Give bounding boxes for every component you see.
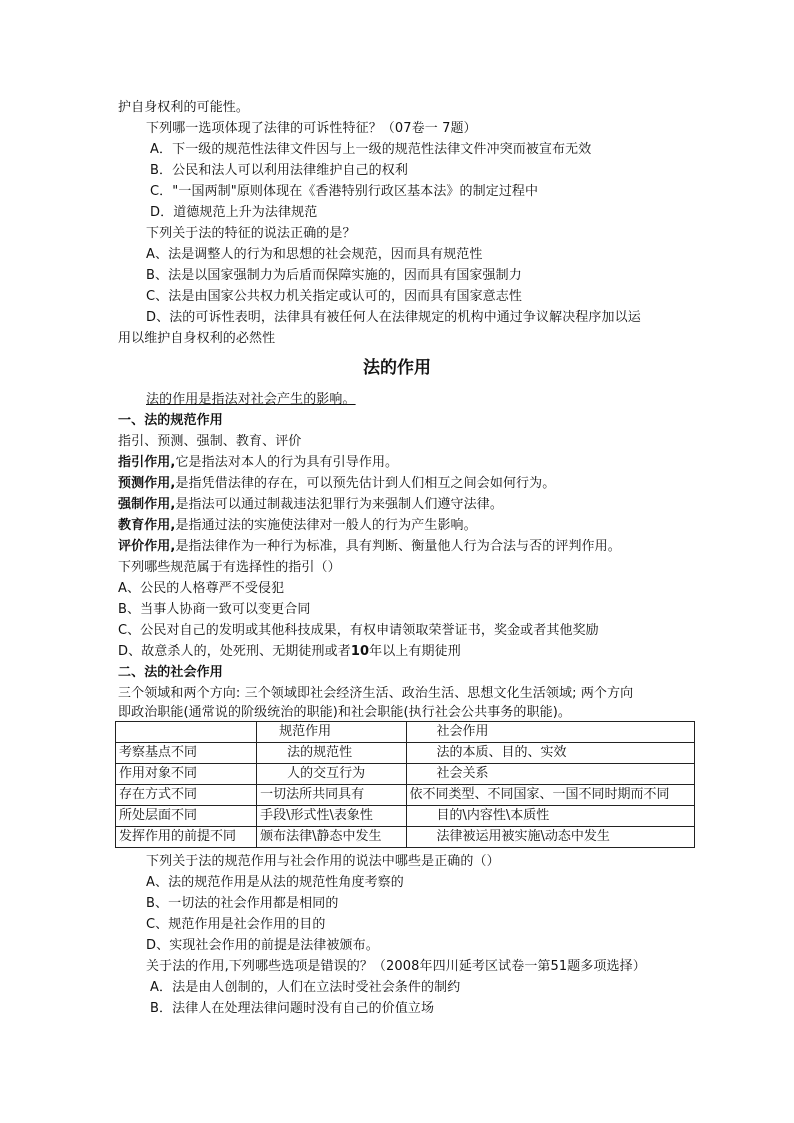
question-stem: 下列关于法的特征的说法正确的是？ — [146, 226, 356, 241]
option-d-text-end: 年以上有期徒刑 — [369, 644, 461, 659]
option-d: D．道德规范上升为法律规范 — [150, 205, 318, 220]
table-cell: 法的本质、目的、实效 — [406, 743, 695, 764]
table-cell: 作用对象不同 — [116, 764, 257, 785]
definition-item — [118, 453, 398, 473]
table-cell: 手段\形式性\表象性 — [257, 806, 406, 827]
term: 评价作用, — [118, 539, 176, 554]
option-b: B、法是以国家强制力为后盾而保障实施的，因而具有国家强制力 — [146, 268, 522, 283]
table-cell: 考察基点不同 — [116, 743, 257, 764]
term: 指引作用, — [118, 455, 176, 470]
definition-item — [118, 495, 503, 515]
table-cell — [116, 722, 257, 743]
table-row — [116, 743, 695, 764]
list-line: 指引、预测、强制、教育、评价 — [118, 434, 302, 449]
table-row — [116, 785, 695, 806]
question-stem: 下列关于法的规范作用与社会作用的说法中哪些是正确的（） — [146, 854, 500, 869]
term-text: 它是指法对本人的行为具有引导作用。 — [175, 455, 399, 470]
term-text: 是指通过法的实施使法律对一般人的行为产生影响。 — [175, 518, 477, 533]
option-c: C．"一国两制"原则体现在《香港特别行政区基本法》的制定过程中 — [150, 184, 539, 199]
option-a: A．法是由人创制的，人们在立法时受社会条件的制约 — [150, 980, 461, 995]
text-line: 护自身权利的可能性。 — [118, 100, 250, 115]
option-a: A、法的规范作用是从法的规范性角度考察的 — [146, 875, 404, 890]
table-row — [116, 827, 695, 848]
subsection-title: 二、法的社会作用 — [118, 665, 223, 680]
table-cell: 人的交互行为 — [257, 764, 406, 785]
question-stem: 下列哪些规范属于有选择性的指引（） — [118, 560, 341, 575]
question-stem: 下列哪一选项体现了法律的可诉性特征？（07卷一 7题） — [146, 121, 477, 136]
definition-item — [118, 537, 621, 557]
definition-line: 法的作用是指法对社会产生的影响。 — [146, 392, 356, 407]
table-row — [116, 764, 695, 785]
term: 预测作用, — [118, 476, 176, 491]
term-text: 是指法律作为一种行为标准，具有判断、衡量他人行为合法与否的评判作用。 — [175, 539, 621, 554]
question-stem: 关于法的作用,下列哪些选项是错误的？（2008年四川延考区试卷一第51题多项选择） — [146, 959, 646, 974]
definition-item — [118, 474, 555, 494]
option-d-text: D、故意杀人的，处死刑、无期徒刑或者 — [118, 644, 351, 659]
term: 教育作用, — [118, 518, 176, 533]
term: 强制作用, — [118, 497, 176, 512]
table-cell: 所处层面不同 — [116, 806, 257, 827]
term-text: 是指凭借法律的存在，可以预先估计到人们相互之间会如何行为。 — [175, 476, 556, 491]
number: 10 — [350, 644, 370, 659]
table-header-cell: 社会作用 — [406, 722, 695, 743]
text-line: 三个领域和两个方向: 三个领域即社会经济生活、政治生活、思想文化生活领域; 两个方向 — [118, 686, 634, 701]
option-d: D、法的可诉性表明，法律具有被任何人在法律规定的机构中通过争议解决程序加以运 — [146, 310, 641, 325]
term-text: 是指法可以通过制裁违法犯罪行为来强制人们遵守法律。 — [175, 497, 503, 512]
subsection-title: 一、法的规范作用 — [118, 413, 223, 428]
table-header-cell: 规范作用 — [257, 722, 406, 743]
option-c: C、规范作用是社会作用的目的 — [146, 917, 326, 932]
option-a: A、公民的人格尊严不受侵犯 — [118, 581, 285, 596]
option-b: B、一切法的社会作用都是相同的 — [146, 896, 339, 911]
option-c: C、法是由国家公共权力机关指定或认可的，因而具有国家意志性 — [146, 289, 522, 304]
text-line: 即政治职能(通常说的阶级统治的职能)和社会职能(执行社会公共事务的职能)。 — [118, 705, 571, 720]
table-cell: 一切法所共同具有 — [257, 785, 406, 806]
table-cell: 存在方式不同 — [116, 785, 257, 806]
comparison-table — [115, 721, 695, 848]
table-cell: 颁布法律\静态中发生 — [257, 827, 406, 848]
option-b: B．法律人在处理法律问题时没有自己的价值立场 — [150, 1001, 435, 1016]
table-header-row — [116, 722, 695, 743]
table-cell: 社会关系 — [406, 764, 695, 785]
definition-item — [118, 516, 477, 536]
option-c: C、公民对自己的发明或其他科技成果，有权申请领取荣誉证书，奖金或者其他奖励 — [118, 623, 599, 638]
table-cell: 依不同类型、不同国家、一国不同时期而不同 — [406, 785, 695, 806]
option-a: A．下一级的规范性法律文件因与上一级的规范性法律文件冲突而被宣布无效 — [150, 142, 592, 157]
option-b: B．公民和法人可以利用法律维护自己的权利 — [150, 163, 408, 178]
option-d: D、实现社会作用的前提是法律被颁布。 — [146, 938, 379, 953]
table-cell: 法律被运用被实施\动态中发生 — [406, 827, 695, 848]
table-cell: 法的规范性 — [257, 743, 406, 764]
option-d — [118, 642, 461, 662]
section-heading: 法的作用 — [363, 358, 431, 378]
option-d-continued: 用以维护自身权利的必然性 — [118, 331, 276, 346]
option-b: B、当事人协商一致可以变更合同 — [118, 602, 311, 617]
table-cell: 目的\内容性\本质性 — [406, 806, 695, 827]
option-a: A、法是调整人的行为和思想的社会规范，因而具有规范性 — [146, 247, 483, 262]
table-cell: 发挥作用的前提不同 — [116, 827, 257, 848]
table-row — [116, 806, 695, 827]
